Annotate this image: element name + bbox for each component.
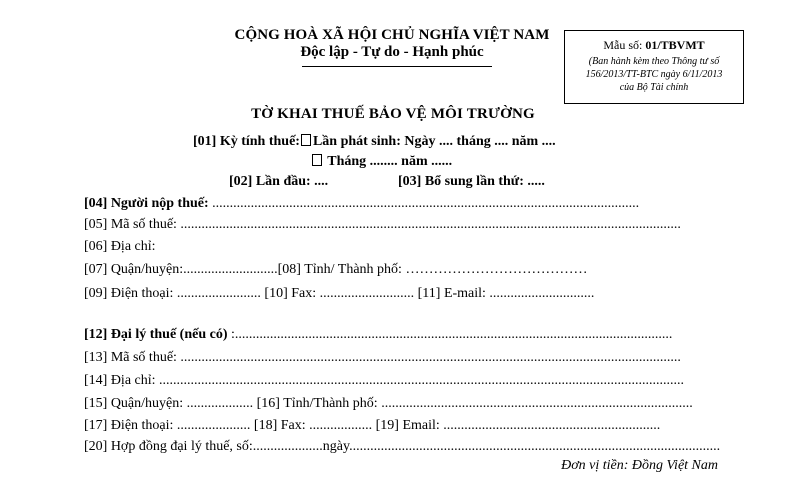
month-row [311, 154, 452, 170]
first-time-field[interactable]: [02] Lần đầu: .... [229, 174, 329, 189]
agent-district-province-field[interactable]: [15] Quận/huyện: ................... [16] Tỉnh/Thành phố: ......................................................................................... [84, 396, 693, 411]
tax-period-row [193, 134, 556, 150]
taxpayer-heading-dots: .......................................................................................................................... [208, 196, 640, 211]
form-code [565, 38, 743, 53]
agent-contract-field[interactable]: [20] Hợp đồng đại lý thuế, số:....................ngày.......................................................................................................... [84, 439, 721, 454]
agent-heading: [12] Đại lý thuế (nếu có) [84, 327, 228, 342]
month-label: Tháng ........ năm ...... [327, 154, 453, 169]
document-title: TỜ KHAI THUẾ BẢO VỆ MÔI TRƯỜNG [251, 106, 535, 122]
agent-address-field[interactable]: [14] Địa chỉ: ...................................................................................................................................................... [84, 373, 685, 388]
form-note-line-2: 156/2013/TT-BTC ngày 6/11/2013 [585, 69, 723, 80]
motto: Độc lập - Tự do - Hạnh phúc [300, 44, 484, 60]
form-code-box [564, 30, 744, 104]
agent-heading-dots: :............................................................................................................................. [227, 327, 673, 342]
supplement-field[interactable]: [03] Bổ sung lần thứ: ..... [398, 174, 545, 189]
taxpayer-address-field[interactable]: [06] Địa chỉ: [84, 239, 156, 254]
agent-tax-code-field[interactable]: [13] Mã số thuế: ............................................................................................................................................... [84, 350, 681, 365]
form-code-value: 01/TBVMT [645, 38, 705, 52]
taxpayer-name-field[interactable] [84, 196, 744, 212]
form-note-line-1: (Ban hành kèm theo Thông tư số [588, 56, 720, 67]
tax-period-label: [01] Kỳ tính thuế: [193, 134, 300, 149]
occurrence-label: Lần phát sinh: Ngày .... tháng .... năm .... [312, 134, 556, 149]
agent-contact-field[interactable]: [17] Điện thoại: ..................... [18] Fax: .................. [19] Email: .............................................................. [84, 418, 661, 433]
form-note-line-3: của Bộ Tài chính [619, 82, 689, 93]
nation-heading: CỘNG HOÀ XÃ HỘI CHỦ NGHĨA VIỆT NAM [234, 27, 550, 43]
taxpayer-contact-field[interactable]: [09] Điện thoại: ........................ [10] Fax: ........................... [11] E-mail: .............................. [84, 286, 595, 301]
agent-name-field[interactable] [84, 327, 744, 343]
motto-underline [302, 66, 492, 67]
taxpayer-heading: [04] Người nộp thuế: [84, 196, 209, 211]
month-checkbox[interactable] [312, 154, 322, 166]
form-note [565, 55, 743, 94]
taxpayer-tax-code-field[interactable]: [05] Mã số thuế: ............................................................................................................................................... [84, 217, 681, 232]
occurrence-checkbox[interactable] [301, 134, 311, 146]
currency-note: Đơn vị tiền: Đồng Việt Nam [561, 458, 718, 473]
taxpayer-district-province-field[interactable]: [07] Quận/huyện:...........................[08] Tỉnh/ Thành phố: ………………………………… [84, 262, 588, 277]
form-code-label: Mẫu số: [603, 38, 646, 52]
